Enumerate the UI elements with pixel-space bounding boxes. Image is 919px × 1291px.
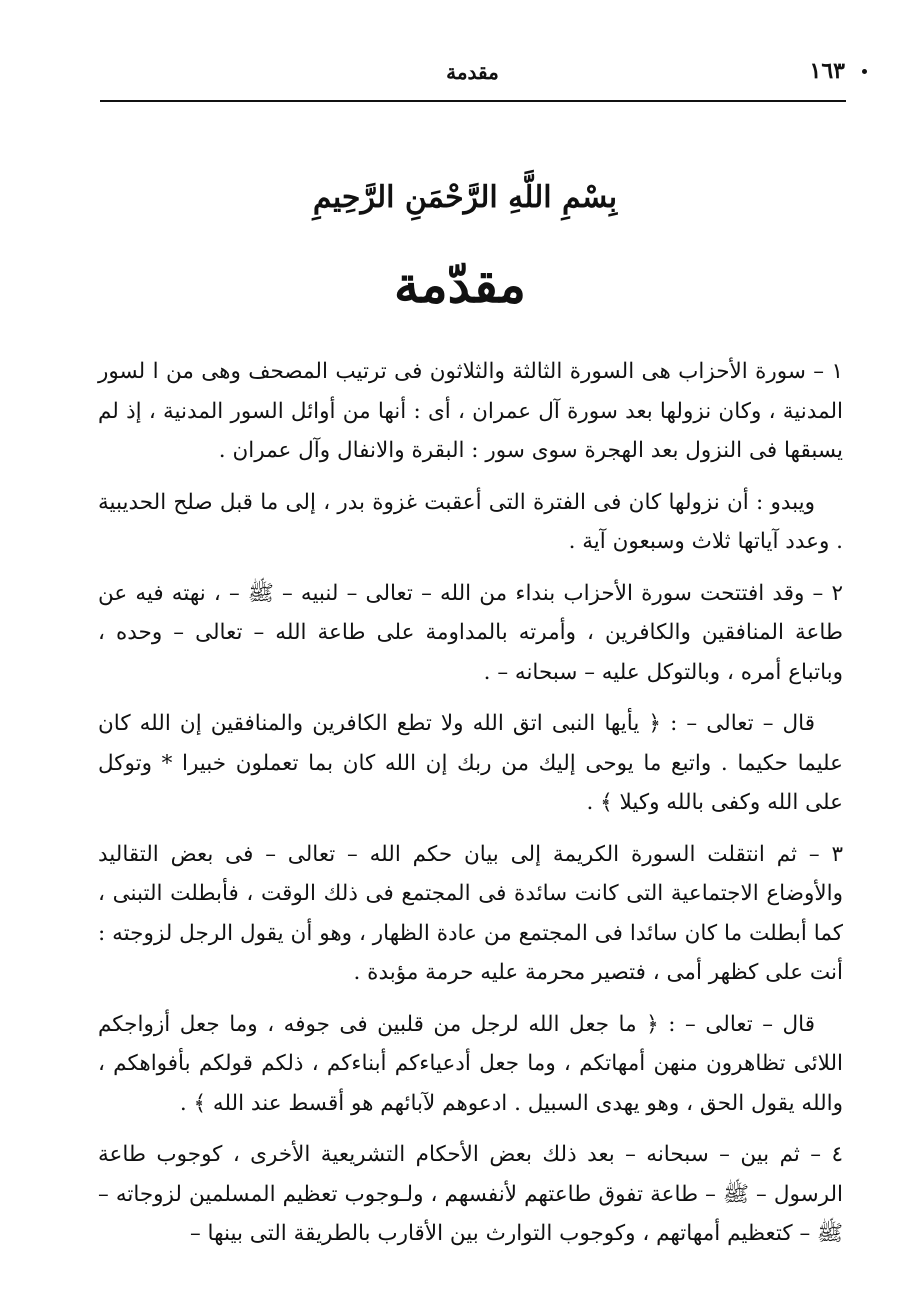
page-number: ١٦٣ (809, 58, 845, 84)
header-rule (100, 100, 846, 102)
paragraph-1: ١ – سورة الأحزاب هى السورة الثالثة والثلاثون فى ترتيب المصحف وهى من ا لسور المدنية ، وكان نزولها بعد سورة آل عمران ، أى : أنها من أوائل السور المدنية ، إذ لم يسبقها فى النزول بعد الهجرة سوى سور : البقرة والانفال وآل عمران . (98, 359, 843, 463)
paragraph-7: ٤ – ثم بين – سبحانه – بعد ذلك بعض الأحكام التشريعية الأخرى ، كوجوب طاعة الرسول – ﷺ – طاعة تفوق طاعتهم لأنفسهم ، ولـوجوب تعظيم المسلمين لزوجاته – ﷺ – كتعظيم أمهاتهم ، وكوجوب التوارث بين الأقارب بالطريقة التى بينها – (98, 1142, 843, 1246)
chapter-heading: مقدّمة (394, 255, 526, 314)
paragraph-2: ويبدو : أن نزولها كان فى الفترة التى أعقبت غزوة بدر ، إلى ما قبل صلح الحديبية . وعدد آياتها ثلاث وسبعون آية . (98, 489, 843, 554)
running-title: مقدمة (446, 60, 499, 84)
paragraph-3: ٢ – وقد افتتحت سورة الأحزاب بنداء من الله – تعالى – لنبيه – ﷺ – ، نهته فيه عن طاعة المنافقين والكافرين ، وأمرته بالمداومة على طاعة الله – تعالى – وحده ، وباتباع أمره ، وبالتوكل عليه – سبحانه – . (98, 580, 843, 685)
basmala: بِسْمِ اللَّهِ الرَّحْمَنِ الرَّحِيمِ (312, 180, 618, 215)
body-text (98, 352, 843, 1266)
page-header (100, 52, 845, 92)
paragraph-5: ٣ – ثم انتقلت السورة الكريمة إلى بيان حكم الله – تعالى – فى بعض التقاليد والأوضاع الاجتماعية التى كانت سائدة فى المجتمع فى ذلك الوقت ، فأبطلت التبنى ، كما أبطلت ما كان سائدا فى المجتمع من عادة الظهار ، وهو أن يقول الرجل لزوجته : أنت على كظهر أمى ، فتصير محرمة عليه حرمة مؤبدة . (98, 841, 843, 985)
header-dot (862, 69, 867, 74)
paragraph-6: قال – تعالى – : ﴿ ما جعل الله لرجل من قلبين فى جوفه ، وما جعل أزواجكم اللائى تظاهرون منهن أمهاتكم ، وما جعل أدعياءكم أبناءكم ، ذلكم قولكم بأفواهكم ، والله يقول الحق ، وهو يهدى السبيل . ادعوهم لآبائهم هو أقسط عند الله ﴾ . (98, 1011, 843, 1116)
paragraph-4: قال – تعالى – : ﴿ يأيها النبى اتق الله ولا تطع الكافرين والمنافقين إن الله كان عليما حكيما . واتبع ما يوحى إليك من ربك إن الله كان بما تعملون خبيرا * وتوكل على الله وكفى بالله وكيلا ﴾ . (98, 711, 843, 815)
